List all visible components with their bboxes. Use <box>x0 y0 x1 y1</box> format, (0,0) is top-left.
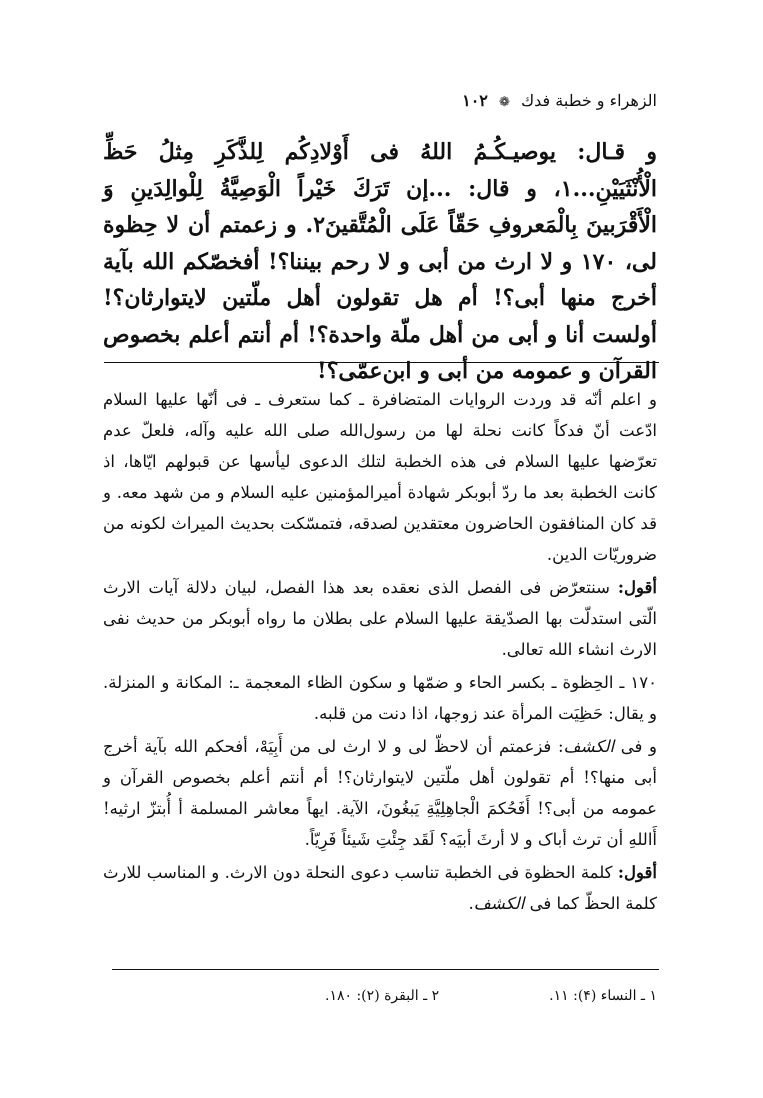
running-head-title: الزهراء و خطبة فدك <box>520 91 657 110</box>
commentary-paragraph-4 <box>103 731 657 855</box>
commentary-paragraph-5 <box>103 857 657 919</box>
footnotes <box>103 985 657 1007</box>
commentary-lead: أقول: <box>617 863 657 882</box>
sermon-text <box>103 134 657 390</box>
commentary-text: كلمة الحظوة فى الخطبة تناسب دعوى النحلة دون الارث. و المناسب للارث كلمة الحظّ كما فى <box>103 863 657 913</box>
separator-ornament-icon: ❁ <box>498 95 510 110</box>
commentary-text: سنتعرّض فى الفصل الذى نعقده بعد هذا الفصل، لبيان دلالة آيات الارث الّتى استدلّت بها الصدّيقة عليها السلام على بطلان ما رواه أبوبكر من حديث نفى الارث انشاء الله تعالى. <box>103 578 657 659</box>
commentary-paragraph-1: و اعلم أنّه قد وردت الروايات المتضافرة ـ كما ستعرف ـ فى أنّها عليها السلام ادّعت أنّ فدكاً كانت نحلة لها من رسول‌الله صلى الله عليه وآله، فلعلّ عدم تعرّضها عليها السلام فى هذه الخطبة لتلك الدعوى ليأسها عن قبولهم ايّاها، اذ كانت الخطبة بعد ما ردّ أبوبكر شهادة أميرالمؤمنين عليه السلام و من شهد معه. و قد كان المنافقون الحاضرون معتقدين لصدقه، فتمسّكت بحديث الميراث لكونه من ضروريّات الدين. <box>103 390 657 564</box>
commentary-text: : فزعمتم أن لاحظّ لى و لا ارث لى من أَبِيَهْ، أفحكم الله بآية أخرج أبى منها؟! أم تقولون أهل ملّتين لايتوارثان؟! أم أنتم أعلم بخصوص القرآن و عمومه من أبى؟! أَفَحُكمَ الْجاهِلِيَّةِ يَبغُونَ، الآية. ايهاً معاشر المسلمة أ أُبتزّ ارثيه! أَاللهِ أن ترث أباک و لا أرثَ أبيَه؟ لَقَد جِئْتِ شَيئاً فَرِيّاً. <box>103 737 657 849</box>
footnote-2: ٢ ـ البقرة (٢): ١٨٠. <box>325 988 440 1004</box>
commentary-paragraph-3: ١٧٠ ـ الحِظوة ـ بكسر الحاء و ضمّها و سكون الظاء المعجمة ـ: المكانة و المنزلة. و يقال: حَظِيَت المرأة عند زوجها، اذا دنت من قلبه. <box>103 673 657 723</box>
running-head <box>462 90 657 114</box>
text-divider <box>104 362 659 363</box>
commentary-text: . <box>468 894 474 913</box>
page-number: ١٠٢ <box>462 91 488 110</box>
commentary-lead: أقول: <box>617 578 657 597</box>
source-title: الكشف <box>473 894 525 913</box>
footnote-divider <box>112 969 659 970</box>
sermon-paragraph: و قـال: يوصيـكُـمُ اللهُ فى أَوْلادِكُم لِلذَّكَرِ مِثلُ حَظِّ الْأُنْثَيَيْنِ...١، و قال: ...إن تَرَكَ خَيْراً الْوَصِيَّةُ لِلْوالِدَينِ وَ الْأَقْرَبينَ بِالْمَعروفِ حَقّاً عَلَى الْمُتَّقينَ٢. و زعمتم أن لا حِظوة لى، ١٧٠ و لا ارث من أبى و لا رحم بيننا؟! أفخصّكم الله بآية أخرج منها أبى؟! أم هل تقولون أهل ملّتين لايتوارثان؟! أولست أنا و أبى من أهل ملّة واحدة؟! أم أنتم أعلم بخصوص القرآن و عمومه من أبى و ابن‌عمّى؟! <box>103 139 657 384</box>
source-title: الكشف <box>563 737 615 756</box>
commentary-text: و فى <box>614 737 657 756</box>
commentary-section <box>103 384 657 921</box>
commentary-paragraph-2 <box>103 572 657 665</box>
footnote-1: ١ ـ النساء (۴): ١١. <box>549 988 657 1004</box>
